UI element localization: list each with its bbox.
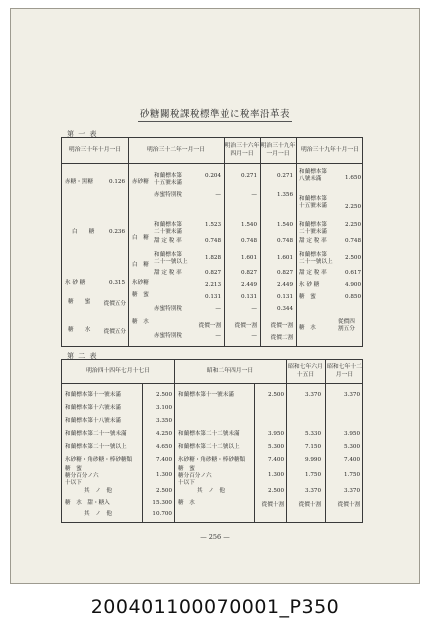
t1-c2-group: 白 糖 [132, 235, 149, 241]
t1-c1-value: 0.315 [108, 280, 125, 286]
t1-v: 0.827 [204, 270, 221, 276]
t1-c2-sub: 和蘭標本第 二十號未滿 [154, 222, 182, 235]
t1-c5-value: 2.250 [344, 222, 361, 228]
t1-c2-group: 糖 水 [132, 319, 149, 325]
divider [174, 360, 175, 522]
t1-c2-sub: 赤蜜特別稅 [154, 192, 182, 198]
t2-b: 和蘭標本第十一號未滿 [178, 392, 234, 398]
t1-v: 0.748 [276, 238, 293, 244]
table2-header-col3: 昭和七年六月十五日 [288, 364, 323, 378]
table2-header-col1: 明治四十四年七月十七日 [86, 367, 150, 374]
t2-a: 糖 水 甜・糖入 [65, 500, 110, 506]
t2-av: 2.500 [155, 488, 172, 494]
table1-header-col4: 明治三十九年一月一日 [260, 143, 296, 157]
t1-c2-sub: 甜 定 稅 率 [154, 270, 182, 276]
t2-b: 氷砂糖・角砂糖・棒砂糖類 [178, 457, 246, 463]
t1-c1-value: 0.126 [108, 179, 125, 185]
t1-c2-group: 氷砂糖 [132, 280, 149, 286]
t1-v: 1.540 [240, 222, 257, 228]
table1-header [62, 138, 362, 164]
table2 [61, 359, 363, 523]
t2-a: 糖 蜜 糖分百分ノ六 十以下 [65, 466, 99, 486]
t1-v: — [215, 333, 221, 339]
t2-bv: 5.300 [267, 444, 284, 450]
table1-header-col2: 明治三十二年一月一日 [147, 146, 205, 153]
t1-c5-label: 甜 定 稅 率 [299, 238, 327, 244]
t1-v: — [251, 333, 257, 339]
t2-c: 7.150 [304, 444, 321, 450]
t2-d: 從價十割 [337, 502, 360, 508]
t1-c1-label: 氷 砂 糖 [65, 280, 86, 286]
t1-v: 0.827 [276, 270, 293, 276]
t1-c1-value: 從價五分 [103, 301, 126, 307]
t1-v: — [215, 306, 221, 312]
t2-bv: 2.500 [267, 392, 284, 398]
t1-v: 從價一割 [234, 323, 257, 329]
t1-v: — [251, 306, 257, 312]
t2-bv: 1.300 [267, 472, 284, 478]
table2-header-col2: 昭和二年四月一日 [206, 367, 254, 374]
table1-header-col5: 明治三十九年十月一日 [301, 146, 359, 153]
t2-a: 和蘭標本第十八號未滿 [65, 418, 121, 424]
t2-bv: 2.500 [267, 488, 284, 494]
t2-av: 3.100 [155, 405, 172, 411]
t2-av: 10.700 [152, 511, 172, 517]
t1-c5-label: 和蘭標本第 八號未滿 [299, 169, 327, 182]
divider [296, 138, 297, 346]
table2-label: 第 二 表 [67, 352, 98, 360]
t1-c2-group: 赤砂糖 [132, 179, 149, 185]
t1-v: 2.449 [240, 282, 257, 288]
t2-a: 和蘭標本第二十一號以上 [65, 444, 127, 450]
t2-d: 3.950 [343, 431, 360, 437]
t2-c: 3.370 [304, 392, 321, 398]
t2-a: 和蘭標本第十六號未滿 [65, 405, 121, 411]
t1-c1-label: 白 糖 [72, 229, 95, 235]
table1-header-col3: 明治三十六年四月一日 [224, 143, 260, 157]
t2-bv: 3.950 [267, 431, 284, 437]
t1-c2-group: 白 糖 [132, 262, 149, 268]
t2-d: 7.400 [343, 457, 360, 463]
t1-c1-label: 糖 水 [68, 327, 91, 333]
t2-bv: 從價十割 [261, 502, 284, 508]
t1-v: 從價二割 [270, 335, 293, 341]
t1-v: 0.271 [240, 173, 257, 179]
t1-v: 1.601 [240, 255, 257, 261]
t1-c1-value: 0.236 [108, 229, 125, 235]
t1-c5-value: 1.650 [344, 175, 361, 181]
t1-v: 1.540 [276, 222, 293, 228]
t1-c2-sub: 赤蜜特別稅 [154, 333, 182, 339]
t1-c5-value: 0.850 [344, 294, 361, 300]
t1-c5-label: 糖 水 [299, 325, 316, 331]
t2-bv: 7.400 [267, 457, 284, 463]
t1-v: 0.131 [276, 294, 293, 300]
t1-c5-label: 和蘭標本第 二十一號以上 [299, 252, 333, 265]
t1-v: 0.204 [204, 173, 221, 179]
document-page [10, 8, 420, 584]
t2-b: 糖 水 [178, 500, 195, 506]
t1-c2-group: 糖 蜜 [132, 292, 149, 298]
t1-v: 0.131 [240, 294, 257, 300]
t2-d: 1.750 [343, 472, 360, 478]
divider [128, 138, 129, 346]
t1-v: 1.601 [276, 255, 293, 261]
image-caption: 200401100070001_P350 [90, 596, 340, 618]
t1-c1-label: 赤糖・黑糖 [65, 179, 93, 185]
t1-c2-sub: 和蘭標本第 十五號未滿 [154, 173, 182, 186]
t1-v: 2.213 [204, 282, 221, 288]
t1-c5-value: 0.748 [344, 238, 361, 244]
t2-av: 3.350 [155, 418, 172, 424]
t2-a: 氷砂糖・角砂糖・棒砂糖類 [65, 457, 133, 463]
t2-av: 4.250 [155, 431, 172, 437]
t2-av: 7.400 [155, 457, 172, 463]
t1-v: 從價一割 [270, 323, 293, 329]
table1-label: 第 一 表 [67, 130, 98, 138]
t1-c5-label: 甜 定 稅 率 [299, 270, 327, 276]
t1-v: — [251, 192, 257, 198]
t1-c5-value: 0.617 [344, 270, 361, 276]
t2-b: 糖 蜜 糖分百分ノ六 十以下 [178, 466, 212, 486]
t1-v: 2.449 [276, 282, 293, 288]
t2-a: 其 ノ 他 [84, 511, 112, 517]
t2-a: 其 ノ 他 [84, 488, 112, 494]
t2-b: 和蘭標本第二十二號以上 [178, 444, 240, 450]
t1-c5-label: 糖 蜜 [299, 294, 316, 300]
t2-d: 3.370 [343, 392, 360, 398]
t2-b: 其 ノ 他 [197, 488, 225, 494]
t1-c5-value: 4.900 [344, 282, 361, 288]
t2-c: 9.990 [304, 457, 321, 463]
t1-c1-label: 糖 蜜 [68, 299, 91, 305]
t1-v: 0.271 [276, 173, 293, 179]
divider [325, 360, 326, 522]
t1-c5-value: 2.250 [344, 204, 361, 210]
t2-c: 1.750 [304, 472, 321, 478]
t1-v: 0.827 [240, 270, 257, 276]
divider [286, 360, 287, 522]
t2-av: 1.300 [155, 472, 172, 478]
table1-header-col1: 明治三十年十月一日 [68, 146, 122, 153]
t1-v: 從價一割 [198, 323, 221, 329]
t2-c: 5.330 [304, 431, 321, 437]
t2-av: 15.300 [152, 500, 172, 506]
table1 [61, 137, 363, 347]
t1-v: 0.344 [276, 306, 293, 312]
t1-v: 0.131 [204, 294, 221, 300]
t2-d: 5.300 [343, 444, 360, 450]
t1-c2-sub: 赤蜜特別稅 [154, 306, 182, 312]
table2-header-col4: 昭和七年十二月一日 [327, 364, 362, 378]
t1-c2-sub: 和蘭標本第 二十一號以上 [154, 252, 188, 265]
t1-c5-label: 和蘭標本第 二十號未滿 [299, 222, 327, 235]
t2-d: 3.370 [343, 488, 360, 494]
t1-c2-sub: 甜 定 稅 率 [154, 238, 182, 244]
t2-c: 3.370 [304, 488, 321, 494]
t1-v: — [215, 192, 221, 198]
page-number: — 256 — [200, 533, 230, 541]
t2-a: 和蘭標本第二十一號未滿 [65, 431, 127, 437]
t1-v: 0.748 [204, 238, 221, 244]
t1-v: 0.748 [240, 238, 257, 244]
t2-c: 從價十割 [298, 502, 321, 508]
t1-c5-value: 2.500 [344, 255, 361, 261]
t1-c5-value: 從價四 割五分 [338, 319, 355, 332]
t1-v: 1.523 [204, 222, 221, 228]
t1-c5-label: 氷 砂 糖 [299, 282, 320, 288]
t2-av: 2.500 [155, 392, 172, 398]
t1-v: 1.828 [204, 255, 221, 261]
t1-c5-label: 和蘭標本第 十五號未滿 [299, 196, 327, 209]
document-title: 砂糖關稅課稅標準並に稅率沿革表 [139, 109, 290, 120]
t1-c1-value: 從價五分 [103, 329, 126, 335]
t2-b: 和蘭標本第二十二號未滿 [178, 431, 240, 437]
t2-a: 和蘭標本第十一號未滿 [65, 392, 121, 398]
table2-header [62, 360, 362, 384]
t2-av: 4.650 [155, 444, 172, 450]
t1-v: 1.356 [276, 192, 293, 198]
